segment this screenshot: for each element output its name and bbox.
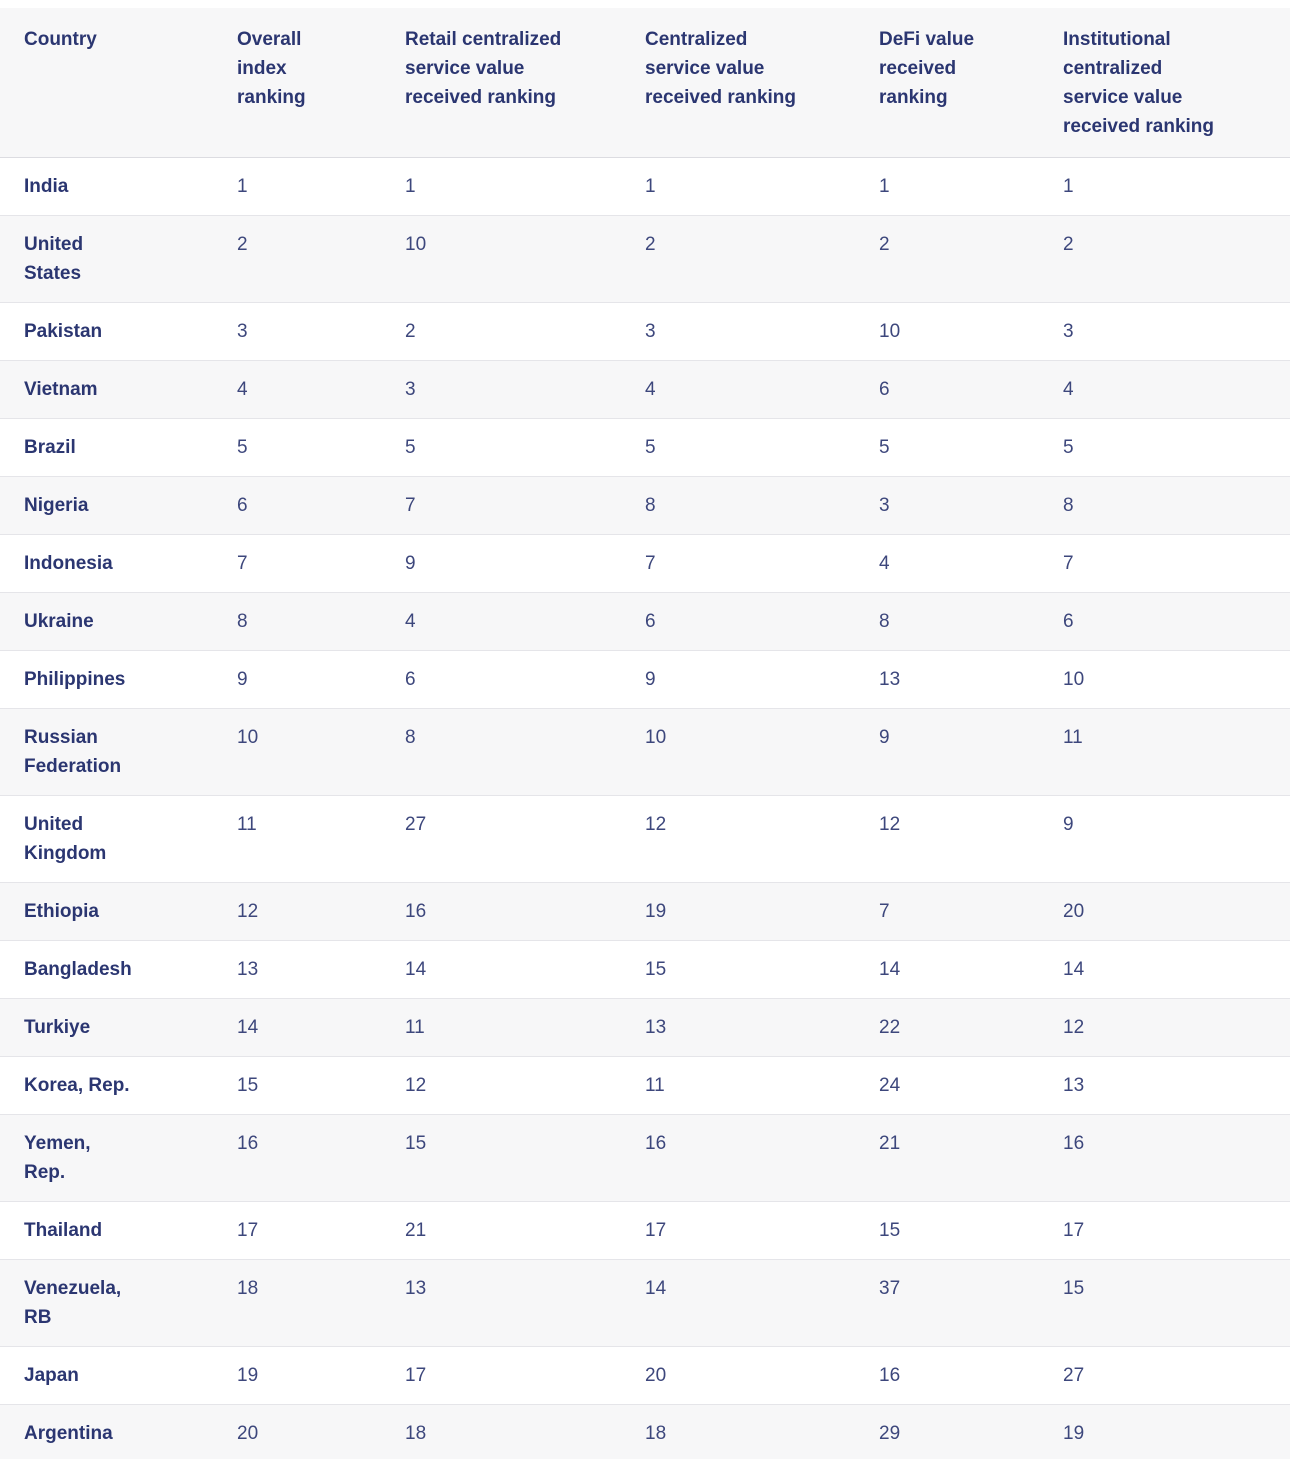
rank-value: 2: [1063, 234, 1074, 255]
rank-value: 18: [405, 1423, 427, 1444]
country-cell: [0, 216, 225, 303]
rank-cell: [867, 999, 1051, 1057]
rank-value: 16: [1063, 1133, 1085, 1154]
table-row: [0, 1057, 1290, 1115]
rank-value: 8: [1063, 495, 1074, 516]
rank-cell: [393, 883, 633, 941]
rank-value: 9: [405, 553, 416, 574]
rank-cell: [393, 361, 633, 419]
country-name: Indonesia: [24, 553, 113, 574]
rank-cell: [867, 593, 1051, 651]
rank-value: 10: [645, 727, 667, 748]
column-header-label: Country: [24, 29, 97, 50]
rank-cell: [1051, 941, 1290, 999]
rank-value: 20: [645, 1365, 667, 1386]
country-name: Pakistan: [24, 321, 103, 342]
country-cell: [0, 709, 225, 796]
table-row: [0, 1202, 1290, 1260]
rank-cell: [225, 999, 393, 1057]
rank-cell: [225, 651, 393, 709]
rank-cell: [633, 216, 867, 303]
rank-cell: [1051, 1347, 1290, 1405]
rank-value: 4: [879, 553, 890, 574]
rank-cell: [633, 419, 867, 477]
rank-value: 13: [645, 1017, 667, 1038]
rank-value: 13: [237, 959, 259, 980]
rank-cell: [393, 477, 633, 535]
rank-cell: [867, 1405, 1051, 1459]
rank-value: 14: [237, 1017, 259, 1038]
rank-value: 11: [1063, 727, 1083, 748]
rank-cell: [225, 1260, 393, 1347]
table-body: [0, 158, 1290, 1459]
rank-value: 1: [645, 176, 656, 197]
table-row: [0, 535, 1290, 593]
rank-value: 1: [405, 176, 416, 197]
country-cell: [0, 361, 225, 419]
rank-cell: [1051, 419, 1290, 477]
country-name: Argentina: [24, 1423, 113, 1444]
rank-value: 21: [879, 1133, 901, 1154]
rank-cell: [633, 1202, 867, 1260]
rank-cell: [867, 361, 1051, 419]
country-cell: [0, 651, 225, 709]
rank-value: 13: [879, 669, 901, 690]
rank-value: 5: [405, 437, 416, 458]
rank-cell: [393, 709, 633, 796]
table-row: [0, 999, 1290, 1057]
rank-cell: [867, 883, 1051, 941]
rank-cell: [1051, 158, 1290, 216]
country-cell: [0, 593, 225, 651]
rank-value: 16: [405, 901, 427, 922]
rank-value: 12: [1063, 1017, 1085, 1038]
rank-value: 3: [645, 321, 656, 342]
rank-cell: [633, 883, 867, 941]
rank-cell: [1051, 593, 1290, 651]
table-row: [0, 303, 1290, 361]
crypto-adoption-ranking-table: [0, 8, 1290, 1459]
rank-cell: [633, 477, 867, 535]
country-cell: [0, 796, 225, 883]
rank-cell: [867, 651, 1051, 709]
rank-value: 10: [405, 234, 427, 255]
rank-value: 15: [1063, 1278, 1085, 1299]
rank-value: 3: [1063, 321, 1074, 342]
rank-cell: [633, 651, 867, 709]
rank-cell: [1051, 651, 1290, 709]
rank-cell: [1051, 303, 1290, 361]
rank-value: 18: [645, 1423, 667, 1444]
rank-value: 9: [237, 669, 248, 690]
rank-value: 5: [645, 437, 656, 458]
column-header-retail-centralized: [393, 8, 633, 158]
country-name: India: [24, 176, 69, 197]
country-name: Turkiye: [24, 1017, 91, 1038]
country-name: Japan: [24, 1365, 79, 1386]
column-header-institutional: [1051, 8, 1290, 158]
rank-cell: [1051, 709, 1290, 796]
rank-cell: [225, 303, 393, 361]
rank-value: 12: [237, 901, 259, 922]
rank-cell: [867, 1057, 1051, 1115]
rank-value: 7: [879, 901, 890, 922]
country-name: Philippines: [24, 669, 126, 690]
rank-cell: [1051, 535, 1290, 593]
rank-value: 6: [645, 611, 656, 632]
rank-cell: [393, 1202, 633, 1260]
rank-cell: [393, 303, 633, 361]
rank-cell: [1051, 1115, 1290, 1202]
rank-value: 37: [879, 1278, 901, 1299]
country-name: Korea, Rep.: [24, 1075, 130, 1096]
rank-value: 3: [405, 379, 416, 400]
rank-value: 3: [237, 321, 248, 342]
rank-value: 8: [645, 495, 656, 516]
rank-value: 16: [237, 1133, 259, 1154]
table-row: [0, 158, 1290, 216]
rank-value: 19: [645, 901, 667, 922]
rank-value: 5: [1063, 437, 1074, 458]
rank-cell: [1051, 361, 1290, 419]
rank-cell: [633, 303, 867, 361]
rank-value: 8: [237, 611, 248, 632]
column-header-country: [0, 8, 225, 158]
rank-cell: [393, 651, 633, 709]
country-cell: [0, 158, 225, 216]
column-header-centralized: [633, 8, 867, 158]
table-header: [0, 8, 1290, 158]
rank-value: 8: [405, 727, 416, 748]
rank-cell: [225, 1057, 393, 1115]
country-cell: [0, 477, 225, 535]
table-row: [0, 941, 1290, 999]
ranking-table-container: [0, 8, 1290, 1459]
rank-cell: [867, 158, 1051, 216]
rank-value: 17: [1063, 1220, 1085, 1241]
table-row: [0, 593, 1290, 651]
rank-cell: [867, 216, 1051, 303]
rank-value: 8: [879, 611, 890, 632]
rank-value: 11: [645, 1075, 665, 1096]
rank-value: 7: [1063, 553, 1074, 574]
rank-cell: [225, 1405, 393, 1459]
rank-value: 3: [879, 495, 890, 516]
rank-value: 17: [645, 1220, 667, 1241]
rank-value: 1: [237, 176, 248, 197]
rank-cell: [225, 796, 393, 883]
rank-value: 5: [879, 437, 890, 458]
rank-cell: [225, 477, 393, 535]
country-cell: [0, 1260, 225, 1347]
rank-value: 12: [645, 814, 667, 835]
rank-value: 7: [237, 553, 248, 574]
column-header-overall-index: [225, 8, 393, 158]
country-name: Russian Federation: [24, 727, 122, 777]
column-header-label: Institutional centralized service value received ranking: [1063, 29, 1215, 137]
rank-value: 6: [879, 379, 890, 400]
rank-cell: [633, 535, 867, 593]
rank-cell: [633, 1057, 867, 1115]
rank-value: 9: [645, 669, 656, 690]
rank-value: 18: [237, 1278, 259, 1299]
rank-cell: [225, 1115, 393, 1202]
country-name: Thailand: [24, 1220, 103, 1241]
rank-cell: [1051, 1202, 1290, 1260]
country-cell: [0, 535, 225, 593]
rank-cell: [393, 796, 633, 883]
rank-cell: [633, 361, 867, 419]
column-header-defi: [867, 8, 1051, 158]
rank-value: 2: [237, 234, 248, 255]
rank-value: 4: [1063, 379, 1074, 400]
column-header-label: Centralized service value received ranking: [645, 29, 797, 108]
table-row: [0, 796, 1290, 883]
country-name: Yemen, Rep.: [24, 1133, 91, 1183]
rank-cell: [225, 361, 393, 419]
column-header-label: DeFi value received ranking: [879, 29, 975, 108]
country-cell: [0, 1202, 225, 1260]
rank-value: 14: [645, 1278, 667, 1299]
country-cell: [0, 419, 225, 477]
rank-cell: [867, 941, 1051, 999]
rank-cell: [867, 477, 1051, 535]
rank-cell: [1051, 216, 1290, 303]
rank-value: 14: [879, 959, 901, 980]
rank-value: 15: [405, 1133, 427, 1154]
rank-cell: [393, 1057, 633, 1115]
rank-cell: [225, 158, 393, 216]
country-cell: [0, 941, 225, 999]
country-name: United States: [24, 234, 84, 284]
rank-value: 11: [237, 814, 257, 835]
rank-value: 29: [879, 1423, 901, 1444]
rank-cell: [1051, 999, 1290, 1057]
rank-value: 6: [1063, 611, 1074, 632]
rank-value: 10: [879, 321, 901, 342]
rank-cell: [633, 1347, 867, 1405]
rank-cell: [393, 1260, 633, 1347]
rank-value: 13: [405, 1278, 427, 1299]
table-row: [0, 709, 1290, 796]
rank-cell: [225, 1202, 393, 1260]
rank-cell: [225, 593, 393, 651]
rank-value: 2: [879, 234, 890, 255]
rank-value: 15: [237, 1075, 259, 1096]
rank-value: 19: [237, 1365, 259, 1386]
rank-value: 11: [405, 1017, 425, 1038]
rank-cell: [867, 1260, 1051, 1347]
rank-cell: [1051, 1405, 1290, 1459]
rank-cell: [225, 709, 393, 796]
rank-cell: [225, 941, 393, 999]
rank-value: 7: [645, 553, 656, 574]
country-name: Vietnam: [24, 379, 98, 400]
rank-cell: [633, 1115, 867, 1202]
country-cell: [0, 1347, 225, 1405]
rank-cell: [1051, 1057, 1290, 1115]
rank-cell: [633, 1405, 867, 1459]
rank-value: 20: [237, 1423, 259, 1444]
table-row: [0, 1115, 1290, 1202]
column-header-label: Retail centralized service value received ranking: [405, 29, 562, 108]
rank-cell: [633, 158, 867, 216]
rank-cell: [867, 709, 1051, 796]
rank-value: 27: [1063, 1365, 1085, 1386]
rank-value: 15: [879, 1220, 901, 1241]
rank-cell: [633, 593, 867, 651]
rank-value: 27: [405, 814, 427, 835]
rank-cell: [1051, 1260, 1290, 1347]
table-row: [0, 216, 1290, 303]
country-name: Brazil: [24, 437, 76, 458]
rank-value: 10: [237, 727, 259, 748]
rank-value: 9: [879, 727, 890, 748]
rank-value: 14: [405, 959, 427, 980]
rank-value: 4: [405, 611, 416, 632]
rank-value: 1: [879, 176, 890, 197]
rank-cell: [393, 1347, 633, 1405]
country-name: Ethiopia: [24, 901, 99, 922]
rank-cell: [393, 535, 633, 593]
rank-value: 14: [1063, 959, 1085, 980]
country-cell: [0, 1115, 225, 1202]
country-cell: [0, 999, 225, 1057]
rank-cell: [225, 883, 393, 941]
rank-cell: [225, 216, 393, 303]
rank-value: 16: [879, 1365, 901, 1386]
rank-value: 19: [1063, 1423, 1085, 1444]
rank-cell: [1051, 477, 1290, 535]
rank-value: 21: [405, 1220, 427, 1241]
rank-cell: [867, 1115, 1051, 1202]
rank-cell: [867, 1202, 1051, 1260]
rank-cell: [633, 999, 867, 1057]
table-row: [0, 1260, 1290, 1347]
table-row: [0, 1347, 1290, 1405]
rank-value: 6: [405, 669, 416, 690]
rank-cell: [393, 419, 633, 477]
rank-cell: [633, 1260, 867, 1347]
rank-value: 4: [645, 379, 656, 400]
column-header-label: Overall index ranking: [237, 29, 306, 108]
rank-cell: [867, 1347, 1051, 1405]
rank-value: 4: [237, 379, 248, 400]
rank-value: 12: [405, 1075, 427, 1096]
rank-cell: [633, 796, 867, 883]
rank-cell: [393, 1115, 633, 1202]
country-name: Nigeria: [24, 495, 89, 516]
rank-value: 20: [1063, 901, 1085, 922]
rank-cell: [393, 216, 633, 303]
rank-cell: [633, 709, 867, 796]
rank-cell: [393, 1405, 633, 1459]
rank-value: 13: [1063, 1075, 1085, 1096]
rank-cell: [393, 593, 633, 651]
table-row: [0, 361, 1290, 419]
country-cell: [0, 1057, 225, 1115]
table-row: [0, 651, 1290, 709]
table-row: [0, 419, 1290, 477]
rank-cell: [867, 535, 1051, 593]
country-cell: [0, 883, 225, 941]
table-row: [0, 477, 1290, 535]
rank-cell: [633, 941, 867, 999]
rank-value: 15: [645, 959, 667, 980]
rank-value: 1: [1063, 176, 1074, 197]
rank-value: 24: [879, 1075, 901, 1096]
header-row: [0, 8, 1290, 158]
rank-value: 5: [237, 437, 248, 458]
rank-cell: [867, 796, 1051, 883]
rank-value: 9: [1063, 814, 1074, 835]
country-name: Ukraine: [24, 611, 94, 632]
country-name: Bangladesh: [24, 959, 132, 980]
rank-cell: [225, 419, 393, 477]
rank-cell: [225, 1347, 393, 1405]
rank-value: 17: [405, 1365, 427, 1386]
table-row: [0, 883, 1290, 941]
rank-value: 12: [879, 814, 901, 835]
rank-value: 17: [237, 1220, 259, 1241]
rank-value: 7: [405, 495, 416, 516]
rank-value: 2: [405, 321, 416, 342]
country-name: Venezuela, RB: [24, 1278, 122, 1328]
rank-value: 10: [1063, 669, 1085, 690]
rank-cell: [393, 941, 633, 999]
country-cell: [0, 303, 225, 361]
country-name: United Kingdom: [24, 814, 107, 864]
rank-cell: [225, 535, 393, 593]
rank-value: 6: [237, 495, 248, 516]
table-row: [0, 1405, 1290, 1459]
country-cell: [0, 1405, 225, 1459]
rank-cell: [393, 999, 633, 1057]
rank-cell: [393, 158, 633, 216]
rank-cell: [1051, 796, 1290, 883]
rank-cell: [867, 303, 1051, 361]
rank-value: 22: [879, 1017, 901, 1038]
rank-value: 2: [645, 234, 656, 255]
rank-cell: [1051, 883, 1290, 941]
rank-cell: [867, 419, 1051, 477]
rank-value: 16: [645, 1133, 667, 1154]
